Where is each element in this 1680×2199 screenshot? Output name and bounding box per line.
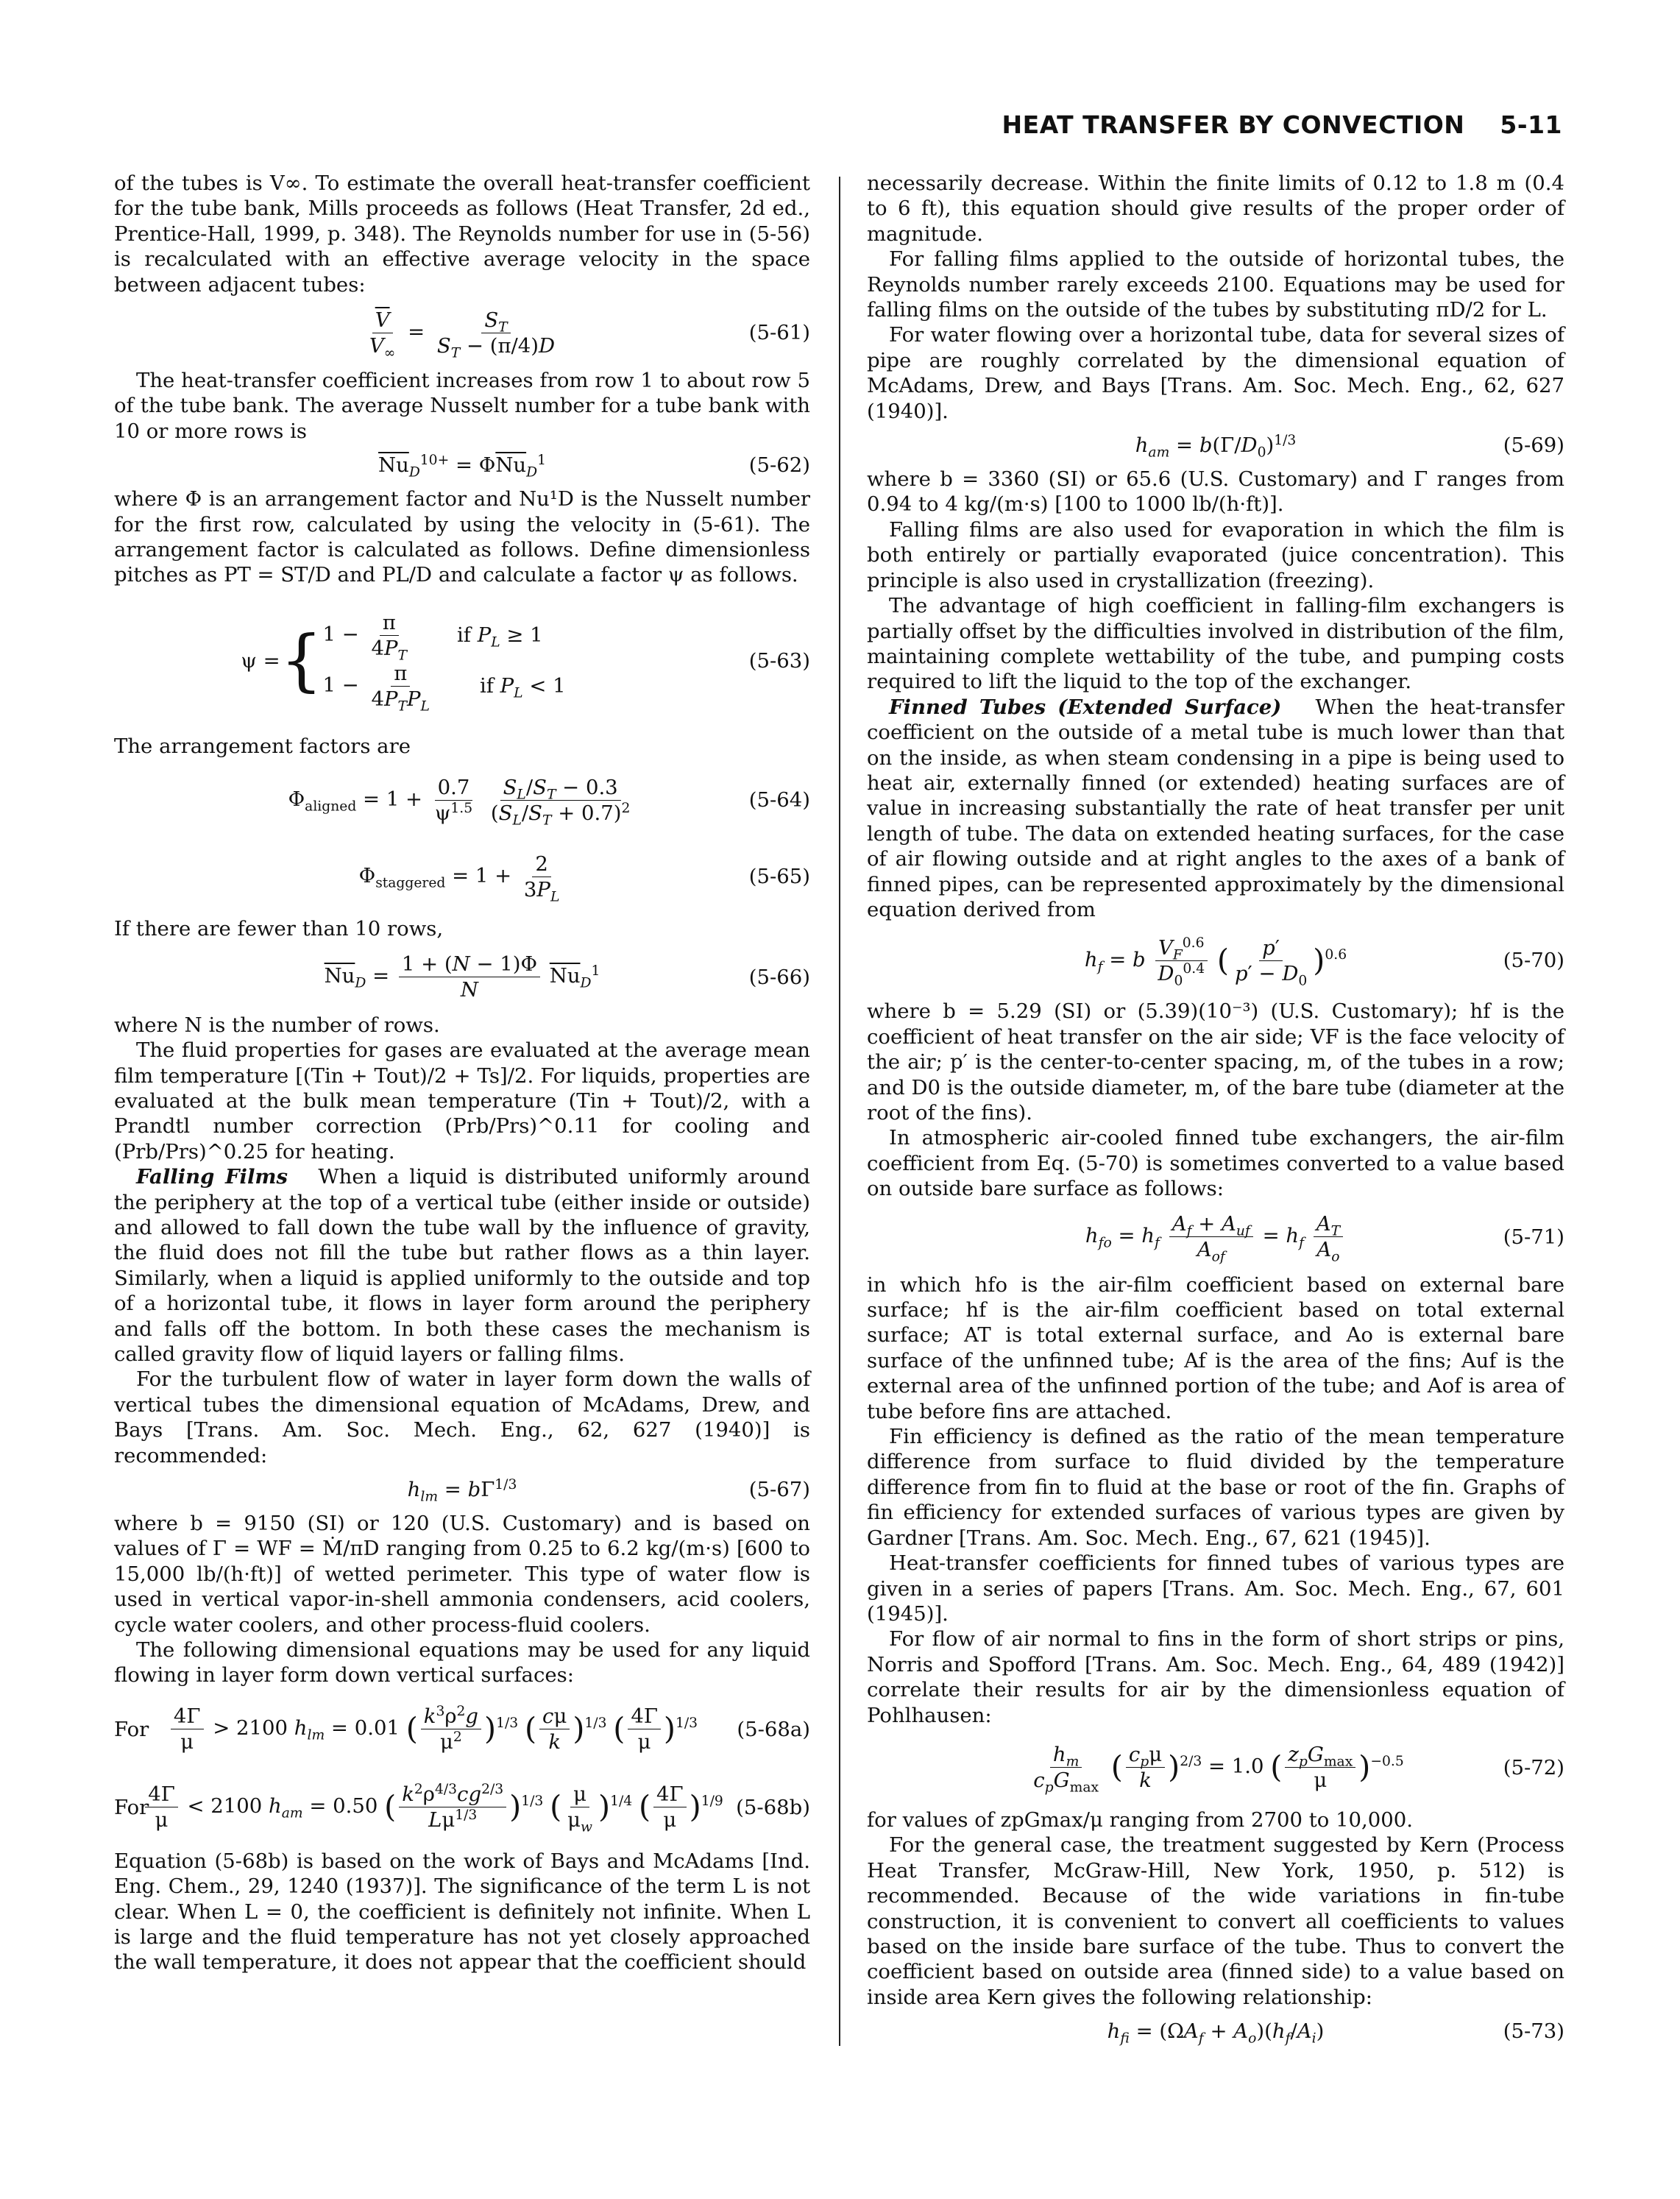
paragraph: In atmospheric air-cooled finned tube exchangers, the air-film coefficient from Eq. (5-70) is sometimes converted to a value based on outside bare surface as follows: xyxy=(867,1126,1564,1201)
equation-5-68b: For $\frac{4\Gamma}{\mu}$ < 2100 $h_{am} = 0.50$ ( $\frac{k^2\rho^{4/3}cg^{2/3}}{L\mu^{1/3}}$ )$^{1/3}$ ( $\frac{\mu}{\mu_w}$ )$^{1/4}$ ( $\frac{4\Gamma}{\mu}$ )$^{1/9}$ (5-68b) xyxy=(114,1782,810,1835)
equation-number: (5-71) xyxy=(1503,1225,1564,1249)
paragraph: Falling films are also used for evaporation in which the film is both entirely or partially evaporated (juice concentration). This principle is also used in crystallization (freezing). xyxy=(867,517,1564,592)
equation-number: (5-68b) xyxy=(736,1795,810,1819)
paragraph: where b = 9150 (SI) or 120 (U.S. Customary) and is based on values of Γ = WF = Ṁ/πD ranging from 0.25 to 6.2 kg/(m·s) [600 to 15,000 lb/(h·ft)] of wetted perimeter. This type of water flow is used in vertical vapor-in-shell ammonia condensers, acid coolers, cycle water coolers, and other process-fluid coolers. xyxy=(114,1512,810,1637)
paragraph: If there are fewer than 10 rows, xyxy=(114,917,444,941)
paragraph: where Φ is an arrangement factor and Nu¹D is the Nusselt number for the first row, calculated by using the velocity in (5-61). The arrangement factor is calculated as follows. Define dimensionless pitches as PT = ST/D and PL/D and calculate a factor ψ as follows. xyxy=(114,487,810,587)
equation-5-62: $\overline{Nu}_D^{10+} = \Phi\overline{Nu}_D^1$ (5-62) xyxy=(378,452,810,481)
right-column xyxy=(867,171,1564,2053)
equation-5-66: $\overline{Nu}_D$ = $\frac{1 + (N - 1)\Phi}{N}$ $\overline{Nu}_D^1$ (5-66) xyxy=(324,952,810,1002)
equation-number: (5-69) xyxy=(1503,433,1564,457)
paragraph: For the turbulent flow of water in layer form down the walls of vertical tubes the dimensional equation of McAdams, Drew, and Bays [Trans. Am. Soc. Mech. Eng., 62, 627 (1940)] is recommended: xyxy=(114,1367,810,1467)
equation-5-68a: For $\frac{4\Gamma}{\mu}$ > 2100 $h_{lm} = 0.01$ ( $\frac{k^3\rho^2g}{\mu^2}$ )$^{1/3}$ ( $\frac{c\mu}{k}$ )$^{1/3}$ ( $\frac{4\Gamma}{\mu}$ )$^{1/3}$ (5-68a) xyxy=(114,1704,810,1754)
equation-5-64: $\Phi_{aligned} = 1$ + $\frac{0.7}{\psi^{1.5}}$ $\frac{S_L/S_T - 0.3}{(S_L/S_T + 0.7)^2}$ (5-64) xyxy=(288,775,810,829)
equation-number: (5-66) xyxy=(748,965,810,989)
page-number: 5-11 xyxy=(1500,110,1562,139)
equation-number: (5-67) xyxy=(748,1477,810,1501)
equation-5-72: $\frac{h_m}{c_pG_{max}}$ ( $\frac{c_p\mu}{k}$ )$^{2/3}$ = 1.0 ( $\frac{z_pG_{max}}{\mu}$ )$^{-0.5}$ (5-72) xyxy=(1033,1743,1564,1796)
paragraph-falling-films xyxy=(114,1164,810,1367)
paragraph: necessarily decrease. Within the finite limits of 0.12 to 1.8 m (0.4 to 6 ft), this equation should give results of the proper order of magnitude. xyxy=(867,171,1564,246)
equation-number: (5-70) xyxy=(1503,949,1564,973)
paragraph: For flow of air normal to fins in the form of short strips or pins, Norris and Spofford [Trans. Am. Soc. Mech. Eng., 64, 489 (1942)] correlate their results for air by the dimensionless equation of Pohlhausen: xyxy=(867,1627,1564,1727)
paragraph: in which hfo is the air-film coefficient based on external bare surface; hf is the air-film coefficient based on total external surface; AT is total external surface, and Ao is external bare surface of the unfinned tube; Af is the area of the fins; Auf is the external area of the unfinned portion of the tube; and Aof is area of tube before fins are attached. xyxy=(867,1272,1564,1423)
paragraph: For the general case, the treatment suggested by Kern (Process Heat Transfer, McGraw-Hill, New York, 1950, p. 512) is recommended. Because of the wide variations in fin-tube construction, it is convenient to convert all coefficients to values based on the inside bare surface of the tube. Thus to convert the coefficient based on outside area (finned side) to a value based on inside area Kern gives the following relationship: xyxy=(867,1833,1564,2009)
equation-number: (5-62) xyxy=(748,453,810,478)
paragraph: of the tubes is V∞. To estimate the overall heat-transfer coefficient for the tube bank, Mills proceeds as follows (Heat Transfer, 2d ed., Prentice-Hall, 1999, p. 348). The Reynolds number for use in (5-56) is recalculated with an effective average velocity in the space between adjacent tubes: xyxy=(114,171,810,297)
equation-5-71: $h_{fo} = h_f$ $\frac{A_f + A_{uf}}{A_{of}}$ = $h_f$ $\frac{A_T}{A_o}$ (5-71) xyxy=(1085,1212,1564,1265)
for-label: For xyxy=(114,1795,149,1819)
equation-number: (5-65) xyxy=(748,865,810,889)
paragraph: The following dimensional equations may be used for any liquid flowing in layer form down vertical surfaces: xyxy=(114,1638,810,1688)
paragraph: where b = 5.29 (SI) or (5.39)(10⁻³) (U.S. Customary); hf is the coefficient of heat transfer on the air side; VF is the face velocity of the air; p′ is the center-to-center spacing, m, of the tubes in a row; and D0 is the outside diameter, m, of the bare tube (diameter at the root of the fins). xyxy=(867,999,1564,1125)
equation-5-61: $\frac{\overline{V}}{V_\infty}$ = $\frac{S_T}{S_T - (\pi/4)D}$ (5-61) xyxy=(369,308,810,361)
paragraph: Heat-transfer coefficients for finned tubes of various types are given in a series of papers [Trans. Am. Soc. Mech. Eng., 67, 601 (1945)]. xyxy=(867,1551,1564,1626)
paragraph-text: When a liquid is distributed uniformly around the periphery at the top of a vertical tube (either inside or outside) and allowed to fall down the tube wall by the influence of gravity, the fluid does not fill the tube but rather flows as a thin layer. Similarly, when a liquid is applied uniformly to the outside and top of a horizontal tube, it flows in layer form around the periphery and falls off the bottom. In both these cases the mechanism is called gravity flow of liquid layers or falling films. xyxy=(114,1165,810,1366)
paragraph-text: When the heat-transfer coefficient on the outside of a metal tube is much lower than that on the inside, as when steam condensing in a pipe is being used to heat air, externally finned (or extended) heating surfaces are of value in increasing substantially the rate of heat transfer per unit length of tube. The data on extended heating surfaces, for the case of air flowing outside and at right angles to the axes of a bank of finned pipes, can be represented approximately by the dimensional equation derived from xyxy=(867,695,1564,921)
equation-5-65: $\Phi_{staggered} = 1$ + $\frac{2}{3P_L}$ (5-65) xyxy=(358,851,810,905)
paragraph: where b = 3360 (SI) or 65.6 (U.S. Customary) and Γ ranges from 0.94 to 4 kg/(m·s) [100 to 1000 lb/(h·ft)]. xyxy=(867,467,1564,517)
section-heading: Falling Films xyxy=(136,1165,288,1189)
equation-number: (5-72) xyxy=(1503,1755,1564,1780)
paragraph: The advantage of high coefficient in falling-film exchangers is partially offset by the difficulties involved in distribution of the film, maintaining complete wettability of the tube, and pumping costs required to lift the liquid to the top of the exchanger. xyxy=(867,594,1564,694)
paragraph: where N is the number of rows. xyxy=(114,1013,440,1037)
paragraph: The fluid properties for gases are evaluated at the average mean film temperature [(Tin + Tout)/2 + Ts]/2. For liquids, properties are evaluated at the bulk mean temperature (Tin + Tout)/2, with a Prandtl number correction (Prb/Prs)^0.11 for cooling and (Prb/Prs)^0.25 for heating. xyxy=(114,1038,810,1164)
equation-5-63: ψ = { 1 − $\frac{\pi}{4P_T}$ if $P_L \ge 1$ 1 − $\frac{\pi}{4P_TP_L}$ if $P_L < 1$ (5-63) xyxy=(241,610,810,715)
running-head xyxy=(1002,110,1562,139)
paragraph-finned-tubes xyxy=(867,695,1564,923)
equation-5-67: $h_{lm} = b\Gamma^{1/3}$ (5-67) xyxy=(407,1476,810,1505)
paragraph: For water flowing over a horizontal tube, data for several sizes of pipe are roughly correlated by the dimensional equation of McAdams, Drew, and Bays [Trans. Am. Soc. Mech. Eng., 62, 627 (1940)]. xyxy=(867,323,1564,423)
paragraph: The arrangement factors are xyxy=(114,734,411,758)
equation-5-73: $h_{fi} = (\Omega A_f + A_o)(h_f/A_i)$ (5-73) xyxy=(1107,2019,1564,2047)
paragraph: For falling films applied to the outside of horizontal tubes, the Reynolds number rarely exceeds 2100. Equations may be used for falling films on the outside of the tubes by substituting πD/2 for L. xyxy=(867,247,1564,322)
equation-number: (5-64) xyxy=(748,788,810,812)
equation-number: (5-73) xyxy=(1503,2019,1564,2043)
paragraph: Equation (5-68b) is based on the work of Bays and McAdams [Ind. Eng. Chem., 29, 1240 (1937)]. The significance of the term L is not clear. When L = 0, the coefficient is definitely not infinite. When L is large and the fluid temperature has not yet closely approached the wall temperature, it does not appear that the coefficient should xyxy=(114,1849,810,1975)
equation-number: (5-61) xyxy=(748,320,810,344)
paragraph: The heat-transfer coefficient increases from row 1 to about row 5 of the tube bank. The average Nusselt number for a tube bank with 10 or more rows is xyxy=(114,369,810,443)
running-head-title: HEAT TRANSFER BY CONVECTION xyxy=(1002,110,1465,139)
equation-5-69: $h_{am} = b(\Gamma/D_0)^{1/3}$ (5-69) xyxy=(1135,432,1564,461)
paragraph: for values of zpGmax/μ ranging from 2700 to 10,000. xyxy=(867,1807,1414,1832)
equation-number: (5-63) xyxy=(748,648,810,673)
left-column xyxy=(114,171,810,1975)
section-heading: Finned Tubes (Extended Surface) xyxy=(889,695,1282,719)
equation-number: (5-68a) xyxy=(737,1717,810,1741)
column-divider xyxy=(839,177,840,2046)
paragraph: Fin efficiency is defined as the ratio of the mean temperature difference from surface to fluid divided by the temperature difference from fin to fluid at the base or root of the fin. Graphs of fin efficiency for extended surfaces of various types are given by Gardner [Trans. Am. Soc. Mech. Eng., 67, 621 (1945)]. xyxy=(867,1425,1564,1550)
for-label: For xyxy=(114,1717,149,1741)
equation-5-70: $h_f = b$ $\frac{V_F^{0.6}}{D_0^{0.4}}$ ( $\frac{p'}{p' - D_0}$ )$^{0.6}$ (5-70) xyxy=(1084,935,1564,989)
